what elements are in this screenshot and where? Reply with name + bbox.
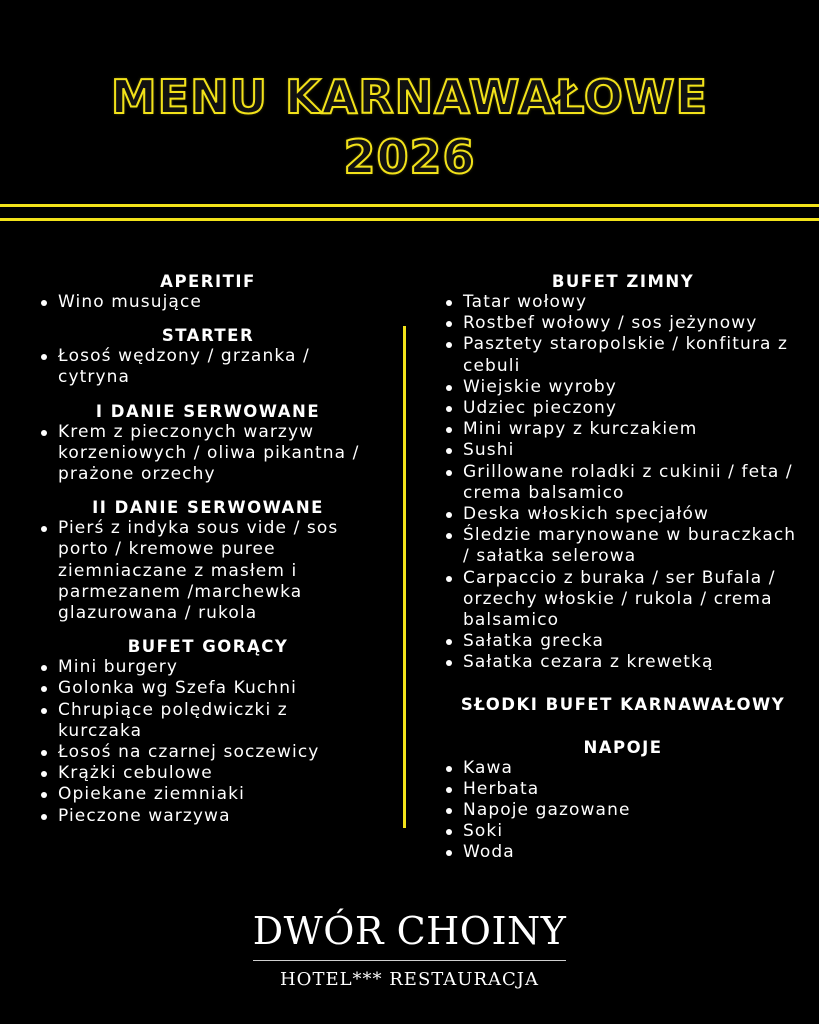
section-title: NAPOJE: [583, 737, 663, 757]
menu-item: Łosoś wędzony / grzanka / cytryna: [38, 346, 378, 388]
menu-item: Pasztety staropolskie / konfitura z cebuli: [443, 334, 803, 376]
menu-item: Chrupiące polędwiczki z kurczaka: [38, 700, 378, 742]
section-title: I DANIE SERWOWANE: [95, 401, 321, 421]
right-menu-column: [443, 271, 803, 876]
section-title: STARTER: [161, 326, 255, 346]
menu-item: Wino musujące: [38, 292, 378, 313]
menu-item: Sushi: [443, 440, 803, 461]
menu-item: Mini burgery: [38, 657, 378, 678]
section-first-course: [38, 401, 378, 486]
logo-subtitle: HOTEL*** RESTAURACJA: [279, 969, 540, 990]
section-title: BUFET GORĄCY: [127, 637, 289, 657]
menu-item: Tatar wołowy: [443, 292, 803, 313]
menu-item: Kawa: [443, 758, 803, 779]
section-hot-buffet: [38, 636, 378, 827]
menu-item: Sałatka grecka: [443, 631, 803, 652]
menu-item: Soki: [443, 821, 803, 842]
header-divider-top: [0, 204, 819, 207]
menu-item: Udziec pieczony: [443, 398, 803, 419]
hotel-logo: [0, 908, 819, 990]
menu-item: Napoje gazowane: [443, 800, 803, 821]
menu-item: Deska włoskich specjałów: [443, 504, 803, 525]
menu-title-line1: MENU KARNAWAŁOWE: [110, 70, 709, 124]
logo-name: DWÓR CHOINY: [253, 908, 567, 961]
menu-item: Carpaccio z buraka / ser Bufala / orzechy włoskie / rukola / crema balsamico: [443, 568, 803, 632]
menu-item: Woda: [443, 842, 803, 863]
menu-item: Grillowane roladki z cukinii / feta / crema balsamico: [443, 462, 803, 504]
menu-item: Pierś z indyka sous vide / sos porto / kremowe puree ziemniaczane z masłem i parmezanem /marchewka glazurowana / rukola: [38, 518, 378, 624]
menu-title-year: 2026: [343, 130, 476, 184]
menu-item: Pieczone warzywa: [38, 806, 378, 827]
menu-item: Herbata: [443, 779, 803, 800]
menu-item: Mini wrapy z kurczakiem: [443, 419, 803, 440]
section-aperitif: [38, 271, 378, 313]
section-title: SŁODKI BUFET KARNAWAŁOWY: [460, 694, 786, 714]
menu-item: Śledzie marynowane w buraczkach / sałatka selerowa: [443, 525, 803, 567]
section-title: II DANIE SERWOWANE: [92, 498, 324, 518]
menu-item: Rostbef wołowy / sos jeżynowy: [443, 313, 803, 334]
column-divider: [403, 326, 406, 828]
menu-item: Wiejskie wyroby: [443, 377, 803, 398]
section-starter: [38, 325, 378, 388]
menu-item: Golonka wg Szefa Kuchni: [38, 678, 378, 699]
header-divider-bottom: [0, 218, 819, 221]
menu-item: Krążki cebulowe: [38, 763, 378, 784]
menu-item: Krem z pieczonych warzyw korzeniowych / oliwa pikantna / prażone orzechy: [38, 422, 378, 486]
section-cold-buffet: [443, 271, 803, 674]
section-title: APERITIF: [160, 272, 256, 291]
left-menu-column: [38, 271, 378, 839]
menu-item: Sałatka cezara z krewetką: [443, 652, 803, 673]
section-drinks: [443, 737, 803, 864]
section-title: BUFET ZIMNY: [551, 272, 695, 291]
section-sweet-buffet: [443, 694, 803, 715]
section-second-course: [38, 497, 378, 624]
menu-item: Opiekane ziemniaki: [38, 784, 378, 805]
menu-item: Łosoś na czarnej soczewicy: [38, 742, 378, 763]
